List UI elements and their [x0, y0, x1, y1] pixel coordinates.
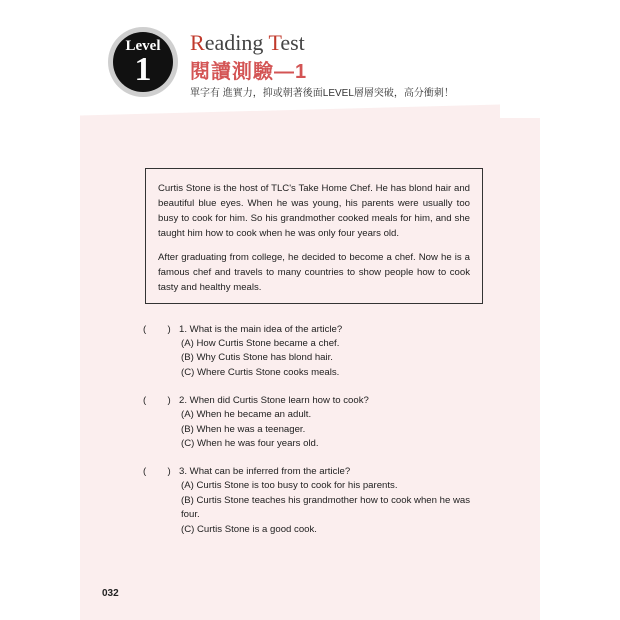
question-prompt: 1. What is the main idea of the article? — [179, 324, 343, 335]
question-3 — [143, 464, 488, 537]
option: (A) Curtis Stone is too busy to cook for his parents. — [181, 480, 398, 492]
option: (C) Where Curtis Stone cooks meals. — [181, 366, 340, 378]
option: (B) Why Cutis Stone has blond hair. — [181, 352, 333, 364]
badge-level-number: 1 — [134, 51, 152, 88]
title-english: Reading Test — [190, 30, 305, 55]
question-prompt: 2. When did Curtis Stone learn how to cook? — [179, 395, 369, 407]
page-number: 032 — [102, 588, 119, 599]
question-2 — [143, 393, 488, 451]
title-chinese: 閱讀測驗—1 — [190, 61, 308, 83]
option: (B) When he was a teenager. — [181, 423, 306, 435]
question-1 — [143, 322, 488, 380]
option: (C) When he was four years old. — [181, 438, 319, 450]
article-paragraph-2: After graduating from college, he decided to become a chef. Now he is a famous chef and travels to many countries to show people how to cook tasty and healthy meals. — [158, 252, 470, 293]
article-box — [145, 168, 483, 304]
option: (A) When he became an adult. — [181, 409, 312, 421]
answer-blank[interactable]: ( ) — [143, 324, 171, 335]
article-paragraph-1: Curtis Stone is the host of TLC's Take Home Chef. He has blond hair and beautiful blue eyes. When he was young, his parents were usually too busy to cook for him. So his grandmother cooked meals for him, and she taught him how to cook when he was only four years old. — [158, 183, 470, 239]
option: (C) Curtis Stone is a good cook. — [181, 523, 317, 535]
option: (B) Curtis Stone teaches his grandmother how to cook when he was four. — [181, 494, 471, 521]
option: (A) How Curtis Stone became a chef. — [181, 338, 340, 349]
question-prompt: 3. What can be inferred from the article? — [179, 466, 351, 478]
level-badge — [113, 32, 173, 92]
subtitle: 單字有 進實力，抑或朝著後面LEVEL層層突破，高分衝刺！ — [190, 88, 454, 99]
answer-blank[interactable]: ( ) — [143, 395, 171, 407]
answer-blank[interactable]: ( ) — [143, 466, 171, 478]
badge-level-label: Level — [125, 38, 161, 54]
questions-list — [143, 322, 488, 550]
